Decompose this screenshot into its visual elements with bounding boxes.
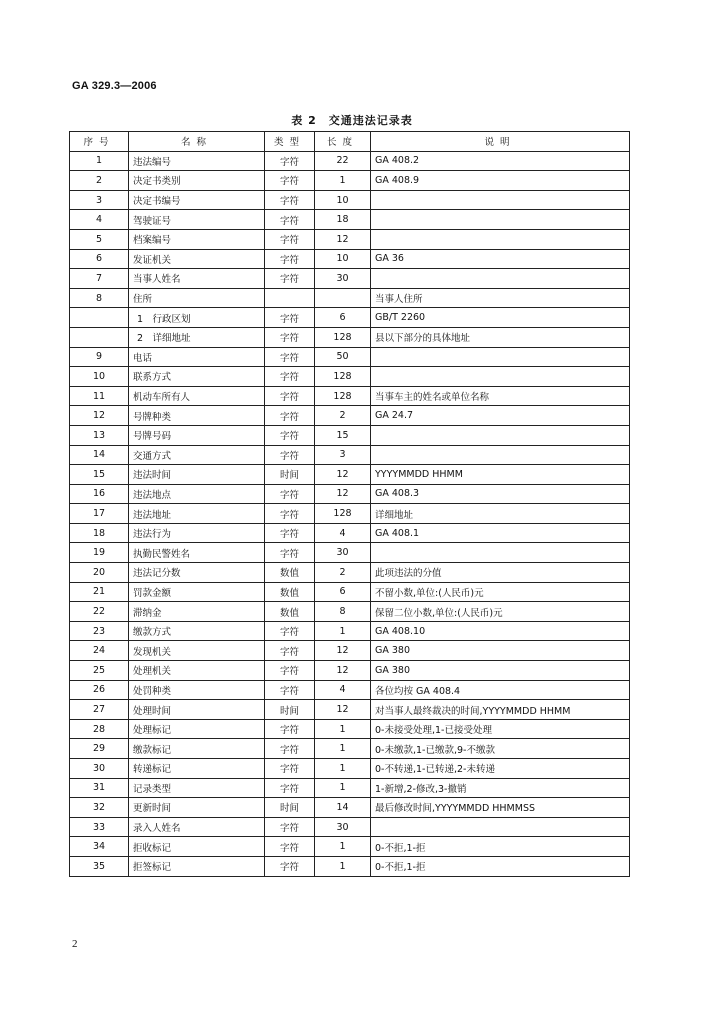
cell-type: 字符 (265, 543, 315, 563)
cell-name: 罚款金额 (129, 582, 265, 602)
cell-length: 18 (315, 210, 371, 230)
cell-length: 12 (315, 700, 371, 720)
cell-length: 12 (315, 641, 371, 661)
cell-no: 19 (70, 543, 129, 563)
cell-type: 字符 (265, 269, 315, 289)
cell-name: 2 详细地址 (129, 327, 265, 347)
header-type: 类型 (265, 132, 315, 152)
cell-no: 8 (70, 288, 129, 308)
cell-type: 字符 (265, 171, 315, 191)
cell-length: 22 (315, 151, 371, 171)
table-row (70, 347, 630, 367)
cell-name: 缴款方式 (129, 621, 265, 641)
cell-type: 字符 (265, 484, 315, 504)
cell-name: 住所 (129, 288, 265, 308)
cell-name: 电话 (129, 347, 265, 367)
cell-no: 22 (70, 602, 129, 622)
cell-description (371, 190, 630, 210)
cell-description: 当事车主的姓名或单位名称 (371, 386, 630, 406)
cell-name: 决定书编号 (129, 190, 265, 210)
cell-no: 30 (70, 759, 129, 779)
cell-type: 字符 (265, 641, 315, 661)
cell-name: 机动车所有人 (129, 386, 265, 406)
cell-length: 10 (315, 249, 371, 269)
cell-description: 不留小数,单位:(人民币)元 (371, 582, 630, 602)
cell-name: 当事人姓名 (129, 269, 265, 289)
cell-description: GA 36 (371, 249, 630, 269)
cell-no: 34 (70, 837, 129, 857)
cell-type: 时间 (265, 465, 315, 485)
cell-no (70, 308, 129, 328)
cell-no: 29 (70, 739, 129, 759)
header-no: 序号 (70, 132, 129, 152)
cell-name: 1 行政区划 (129, 308, 265, 328)
cell-description (371, 543, 630, 563)
table-row (70, 249, 630, 269)
cell-description: 当事人住所 (371, 288, 630, 308)
cell-description: 对当事人最终裁决的时间,YYYYMMDD HHMM (371, 700, 630, 720)
cell-name: 拒签标记 (129, 856, 265, 876)
cell-description: YYYYMMDD HHMM (371, 465, 630, 485)
cell-length: 12 (315, 465, 371, 485)
cell-length: 1 (315, 739, 371, 759)
cell-name: 发证机关 (129, 249, 265, 269)
table-row (70, 465, 630, 485)
cell-name: 违法编号 (129, 151, 265, 171)
table-row (70, 856, 630, 876)
cell-name: 执勤民警姓名 (129, 543, 265, 563)
cell-description (371, 425, 630, 445)
cell-length: 50 (315, 347, 371, 367)
table-row (70, 837, 630, 857)
cell-no: 31 (70, 778, 129, 798)
table-row (70, 386, 630, 406)
cell-description: 0-不拒,1-拒 (371, 837, 630, 857)
cell-description: 0-不拒,1-拒 (371, 856, 630, 876)
cell-length: 3 (315, 445, 371, 465)
cell-length: 30 (315, 269, 371, 289)
cell-type: 字符 (265, 229, 315, 249)
cell-description: 1-新增,2-修改,3-撤销 (371, 778, 630, 798)
table-row (70, 288, 630, 308)
cell-description: GA 408.1 (371, 523, 630, 543)
cell-description: 此项违法的分值 (371, 563, 630, 583)
cell-name: 驾驶证号 (129, 210, 265, 230)
cell-type: 字符 (265, 210, 315, 230)
cell-name: 缴款标记 (129, 739, 265, 759)
table-row (70, 190, 630, 210)
table-row (70, 269, 630, 289)
cell-no: 4 (70, 210, 129, 230)
cell-type: 数值 (265, 602, 315, 622)
table-body (70, 151, 630, 876)
cell-type: 字符 (265, 523, 315, 543)
table-row (70, 327, 630, 347)
cell-type: 数值 (265, 582, 315, 602)
cell-type: 字符 (265, 719, 315, 739)
table-header-row (70, 132, 630, 152)
table-row (70, 798, 630, 818)
cell-description: 0-未接受处理,1-已接受处理 (371, 719, 630, 739)
cell-no: 26 (70, 680, 129, 700)
table-row (70, 543, 630, 563)
cell-length: 128 (315, 504, 371, 524)
cell-length: 1 (315, 759, 371, 779)
cell-no: 9 (70, 347, 129, 367)
cell-length: 1 (315, 621, 371, 641)
cell-length: 30 (315, 543, 371, 563)
cell-description: 各位均按 GA 408.4 (371, 680, 630, 700)
cell-length: 4 (315, 523, 371, 543)
cell-no: 20 (70, 563, 129, 583)
cell-description: 保留二位小数,单位:(人民币)元 (371, 602, 630, 622)
cell-name: 滞纳金 (129, 602, 265, 622)
cell-name: 记录类型 (129, 778, 265, 798)
cell-name: 违法记分数 (129, 563, 265, 583)
cell-no: 18 (70, 523, 129, 543)
cell-type: 字符 (265, 837, 315, 857)
cell-description (371, 269, 630, 289)
cell-name: 违法时间 (129, 465, 265, 485)
cell-description: GA 408.9 (371, 171, 630, 191)
cell-length: 6 (315, 308, 371, 328)
cell-length: 15 (315, 425, 371, 445)
cell-name: 拒收标记 (129, 837, 265, 857)
cell-type: 字符 (265, 856, 315, 876)
cell-no: 33 (70, 817, 129, 837)
cell-name: 违法行为 (129, 523, 265, 543)
table-row (70, 739, 630, 759)
cell-length: 1 (315, 719, 371, 739)
cell-type: 字符 (265, 504, 315, 524)
cell-description: GA 408.10 (371, 621, 630, 641)
cell-no: 13 (70, 425, 129, 445)
cell-no: 1 (70, 151, 129, 171)
cell-description (371, 367, 630, 387)
cell-name: 处理时间 (129, 700, 265, 720)
cell-no: 17 (70, 504, 129, 524)
cell-length: 128 (315, 327, 371, 347)
cell-length: 128 (315, 367, 371, 387)
cell-length: 4 (315, 680, 371, 700)
cell-no: 27 (70, 700, 129, 720)
cell-name: 号牌号码 (129, 425, 265, 445)
cell-description: GA 380 (371, 661, 630, 681)
cell-name: 更新时间 (129, 798, 265, 818)
cell-name: 联系方式 (129, 367, 265, 387)
cell-no: 32 (70, 798, 129, 818)
table-row (70, 504, 630, 524)
cell-no: 14 (70, 445, 129, 465)
table-row (70, 367, 630, 387)
cell-length (315, 288, 371, 308)
cell-length: 2 (315, 406, 371, 426)
cell-name: 违法地址 (129, 504, 265, 524)
cell-no: 23 (70, 621, 129, 641)
cell-type: 字符 (265, 151, 315, 171)
table-row (70, 171, 630, 191)
cell-description (371, 229, 630, 249)
cell-type: 字符 (265, 249, 315, 269)
cell-no: 5 (70, 229, 129, 249)
table-row (70, 425, 630, 445)
cell-type: 字符 (265, 190, 315, 210)
table-row (70, 151, 630, 171)
table-row (70, 641, 630, 661)
cell-no: 11 (70, 386, 129, 406)
cell-name: 录入人姓名 (129, 817, 265, 837)
cell-type: 数值 (265, 563, 315, 583)
cell-length: 1 (315, 856, 371, 876)
cell-name: 号牌种类 (129, 406, 265, 426)
cell-description: GA 380 (371, 641, 630, 661)
cell-description (371, 817, 630, 837)
cell-length: 10 (315, 190, 371, 210)
header-length: 长度 (315, 132, 371, 152)
table-row (70, 523, 630, 543)
cell-length: 30 (315, 817, 371, 837)
cell-type: 字符 (265, 759, 315, 779)
cell-type: 字符 (265, 739, 315, 759)
cell-name: 发现机关 (129, 641, 265, 661)
cell-description (371, 445, 630, 465)
cell-name: 交通方式 (129, 445, 265, 465)
table-row (70, 759, 630, 779)
cell-description: 0-未缴款,1-已缴款,9-不缴款 (371, 739, 630, 759)
table-row (70, 582, 630, 602)
cell-type: 时间 (265, 798, 315, 818)
cell-type: 字符 (265, 621, 315, 641)
cell-description: GA 408.3 (371, 484, 630, 504)
cell-no: 10 (70, 367, 129, 387)
table-row (70, 817, 630, 837)
cell-length: 1 (315, 837, 371, 857)
table-row (70, 229, 630, 249)
cell-description: GA 24.7 (371, 406, 630, 426)
cell-description (371, 210, 630, 230)
traffic-violation-record-table (69, 131, 630, 877)
table-row (70, 778, 630, 798)
cell-type: 字符 (265, 367, 315, 387)
table-row (70, 308, 630, 328)
cell-type (265, 288, 315, 308)
cell-type: 字符 (265, 347, 315, 367)
table-caption: 表 2 交通违法记录表 (291, 114, 413, 127)
cell-no (70, 327, 129, 347)
cell-length: 12 (315, 229, 371, 249)
cell-no: 25 (70, 661, 129, 681)
cell-no: 2 (70, 171, 129, 191)
cell-type: 字符 (265, 661, 315, 681)
cell-length: 8 (315, 602, 371, 622)
cell-no: 15 (70, 465, 129, 485)
cell-name: 档案编号 (129, 229, 265, 249)
table-row (70, 719, 630, 739)
cell-type: 字符 (265, 327, 315, 347)
cell-no: 28 (70, 719, 129, 739)
cell-description: GB/T 2260 (371, 308, 630, 328)
header-description: 说明 (371, 132, 630, 152)
cell-length: 14 (315, 798, 371, 818)
table-row (70, 700, 630, 720)
cell-length: 128 (315, 386, 371, 406)
cell-name: 违法地点 (129, 484, 265, 504)
cell-no: 16 (70, 484, 129, 504)
cell-description: 详细地址 (371, 504, 630, 524)
cell-type: 字符 (265, 817, 315, 837)
table-row (70, 680, 630, 700)
cell-length: 2 (315, 563, 371, 583)
cell-name: 处理标记 (129, 719, 265, 739)
cell-length: 6 (315, 582, 371, 602)
standard-code: GA 329.3—2006 (72, 80, 157, 92)
cell-type: 字符 (265, 425, 315, 445)
table-row (70, 445, 630, 465)
cell-length: 12 (315, 661, 371, 681)
cell-length: 1 (315, 778, 371, 798)
table-row (70, 621, 630, 641)
cell-no: 7 (70, 269, 129, 289)
header-name: 名称 (129, 132, 265, 152)
cell-description: 县以下部分的具体地址 (371, 327, 630, 347)
cell-type: 字符 (265, 406, 315, 426)
table-row (70, 406, 630, 426)
cell-type: 字符 (265, 445, 315, 465)
cell-type: 字符 (265, 308, 315, 328)
cell-description (371, 347, 630, 367)
cell-name: 决定书类别 (129, 171, 265, 191)
cell-no: 24 (70, 641, 129, 661)
cell-description: 最后修改时间,YYYYMMDD HHMMSS (371, 798, 630, 818)
cell-type: 字符 (265, 680, 315, 700)
cell-length: 1 (315, 171, 371, 191)
cell-type: 字符 (265, 386, 315, 406)
cell-no: 3 (70, 190, 129, 210)
cell-no: 12 (70, 406, 129, 426)
cell-name: 处理机关 (129, 661, 265, 681)
cell-length: 12 (315, 484, 371, 504)
cell-no: 35 (70, 856, 129, 876)
table-row (70, 563, 630, 583)
page-number: 2 (72, 938, 78, 950)
cell-type: 字符 (265, 778, 315, 798)
table-row (70, 484, 630, 504)
cell-no: 21 (70, 582, 129, 602)
table-row (70, 210, 630, 230)
cell-name: 处罚种类 (129, 680, 265, 700)
cell-description: 0-不转递,1-已转递,2-未转递 (371, 759, 630, 779)
table-row (70, 602, 630, 622)
table-row (70, 661, 630, 681)
cell-description: GA 408.2 (371, 151, 630, 171)
cell-no: 6 (70, 249, 129, 269)
cell-name: 转递标记 (129, 759, 265, 779)
cell-type: 时间 (265, 700, 315, 720)
